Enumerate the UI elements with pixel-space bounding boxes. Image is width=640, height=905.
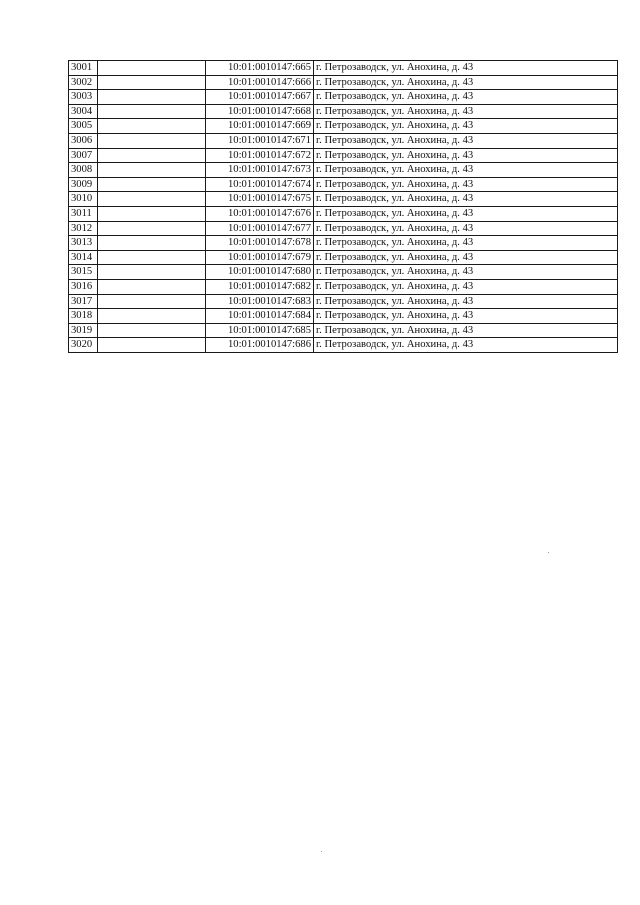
owner-cell [98, 104, 206, 119]
row-number-cell: 3015 [69, 265, 98, 280]
owner-cell [98, 323, 206, 338]
table-row [69, 133, 618, 148]
owner-cell [98, 75, 206, 90]
address-cell: г. Петрозаводск, ул. Анохина, д. 43 [314, 192, 618, 207]
table-row [69, 338, 618, 353]
cadastral-number-cell: 10:01:0010147:682 [206, 279, 314, 294]
cadastral-number-cell: 10:01:0010147:676 [206, 206, 314, 221]
scan-speck [548, 552, 549, 553]
table-row [69, 75, 618, 90]
address-cell: г. Петрозаводск, ул. Анохина, д. 43 [314, 119, 618, 134]
table-row [69, 294, 618, 309]
property-registry-table [68, 60, 618, 353]
row-number-cell: 3020 [69, 338, 98, 353]
owner-cell [98, 163, 206, 178]
row-number-cell: 3009 [69, 177, 98, 192]
address-cell: г. Петрозаводск, ул. Анохина, д. 43 [314, 309, 618, 324]
cadastral-number-cell: 10:01:0010147:675 [206, 192, 314, 207]
owner-cell [98, 177, 206, 192]
table-row [69, 250, 618, 265]
address-cell: г. Петрозаводск, ул. Анохина, д. 43 [314, 61, 618, 76]
owner-cell [98, 119, 206, 134]
address-cell: г. Петрозаводск, ул. Анохина, д. 43 [314, 75, 618, 90]
row-number-cell: 3013 [69, 236, 98, 251]
owner-cell [98, 265, 206, 280]
address-cell: г. Петрозаводск, ул. Анохина, д. 43 [314, 323, 618, 338]
owner-cell [98, 61, 206, 76]
address-cell: г. Петрозаводск, ул. Анохина, д. 43 [314, 177, 618, 192]
address-cell: г. Петрозаводск, ул. Анохина, д. 43 [314, 163, 618, 178]
cadastral-number-cell: 10:01:0010147:665 [206, 61, 314, 76]
cadastral-number-cell: 10:01:0010147:672 [206, 148, 314, 163]
table-row [69, 221, 618, 236]
row-number-cell: 3017 [69, 294, 98, 309]
address-cell: г. Петрозаводск, ул. Анохина, д. 43 [314, 236, 618, 251]
table-row [69, 309, 618, 324]
cadastral-number-cell: 10:01:0010147:678 [206, 236, 314, 251]
row-number-cell: 3002 [69, 75, 98, 90]
cadastral-number-cell: 10:01:0010147:685 [206, 323, 314, 338]
registry-table-body [69, 61, 618, 353]
table-row [69, 192, 618, 207]
owner-cell [98, 206, 206, 221]
table-row [69, 163, 618, 178]
table-row [69, 148, 618, 163]
table-row [69, 90, 618, 105]
row-number-cell: 3008 [69, 163, 98, 178]
cadastral-number-cell: 10:01:0010147:667 [206, 90, 314, 105]
address-cell: г. Петрозаводск, ул. Анохина, д. 43 [314, 294, 618, 309]
cadastral-number-cell: 10:01:0010147:666 [206, 75, 314, 90]
cadastral-number-cell: 10:01:0010147:669 [206, 119, 314, 134]
address-cell: г. Петрозаводск, ул. Анохина, д. 43 [314, 148, 618, 163]
row-number-cell: 3019 [69, 323, 98, 338]
owner-cell [98, 279, 206, 294]
table-row [69, 119, 618, 134]
address-cell: г. Петрозаводск, ул. Анохина, д. 43 [314, 250, 618, 265]
table-row [69, 206, 618, 221]
cadastral-number-cell: 10:01:0010147:684 [206, 309, 314, 324]
row-number-cell: 3003 [69, 90, 98, 105]
owner-cell [98, 90, 206, 105]
row-number-cell: 3012 [69, 221, 98, 236]
row-number-cell: 3004 [69, 104, 98, 119]
owner-cell [98, 133, 206, 148]
row-number-cell: 3001 [69, 61, 98, 76]
row-number-cell: 3014 [69, 250, 98, 265]
cadastral-number-cell: 10:01:0010147:680 [206, 265, 314, 280]
row-number-cell: 3006 [69, 133, 98, 148]
owner-cell [98, 148, 206, 163]
row-number-cell: 3007 [69, 148, 98, 163]
row-number-cell: 3010 [69, 192, 98, 207]
row-number-cell: 3011 [69, 206, 98, 221]
address-cell: г. Петрозаводск, ул. Анохина, д. 43 [314, 221, 618, 236]
table-row [69, 265, 618, 280]
row-number-cell: 3016 [69, 279, 98, 294]
owner-cell [98, 309, 206, 324]
cadastral-number-cell: 10:01:0010147:677 [206, 221, 314, 236]
row-number-cell: 3018 [69, 309, 98, 324]
owner-cell [98, 192, 206, 207]
cadastral-number-cell: 10:01:0010147:671 [206, 133, 314, 148]
owner-cell [98, 294, 206, 309]
table-row [69, 61, 618, 76]
cadastral-number-cell: 10:01:0010147:683 [206, 294, 314, 309]
address-cell: г. Петрозаводск, ул. Анохина, д. 43 [314, 279, 618, 294]
row-number-cell: 3005 [69, 119, 98, 134]
address-cell: г. Петрозаводск, ул. Анохина, д. 43 [314, 133, 618, 148]
scan-speck [321, 851, 322, 852]
cadastral-number-cell: 10:01:0010147:673 [206, 163, 314, 178]
table-row [69, 323, 618, 338]
table-row [69, 177, 618, 192]
cadastral-number-cell: 10:01:0010147:679 [206, 250, 314, 265]
owner-cell [98, 236, 206, 251]
table-row [69, 279, 618, 294]
table-row [69, 104, 618, 119]
owner-cell [98, 250, 206, 265]
address-cell: г. Петрозаводск, ул. Анохина, д. 43 [314, 206, 618, 221]
address-cell: г. Петрозаводск, ул. Анохина, д. 43 [314, 265, 618, 280]
address-cell: г. Петрозаводск, ул. Анохина, д. 43 [314, 338, 618, 353]
table-row [69, 236, 618, 251]
owner-cell [98, 338, 206, 353]
owner-cell [98, 221, 206, 236]
address-cell: г. Петрозаводск, ул. Анохина, д. 43 [314, 104, 618, 119]
cadastral-number-cell: 10:01:0010147:674 [206, 177, 314, 192]
address-cell: г. Петрозаводск, ул. Анохина, д. 43 [314, 90, 618, 105]
cadastral-number-cell: 10:01:0010147:686 [206, 338, 314, 353]
cadastral-number-cell: 10:01:0010147:668 [206, 104, 314, 119]
